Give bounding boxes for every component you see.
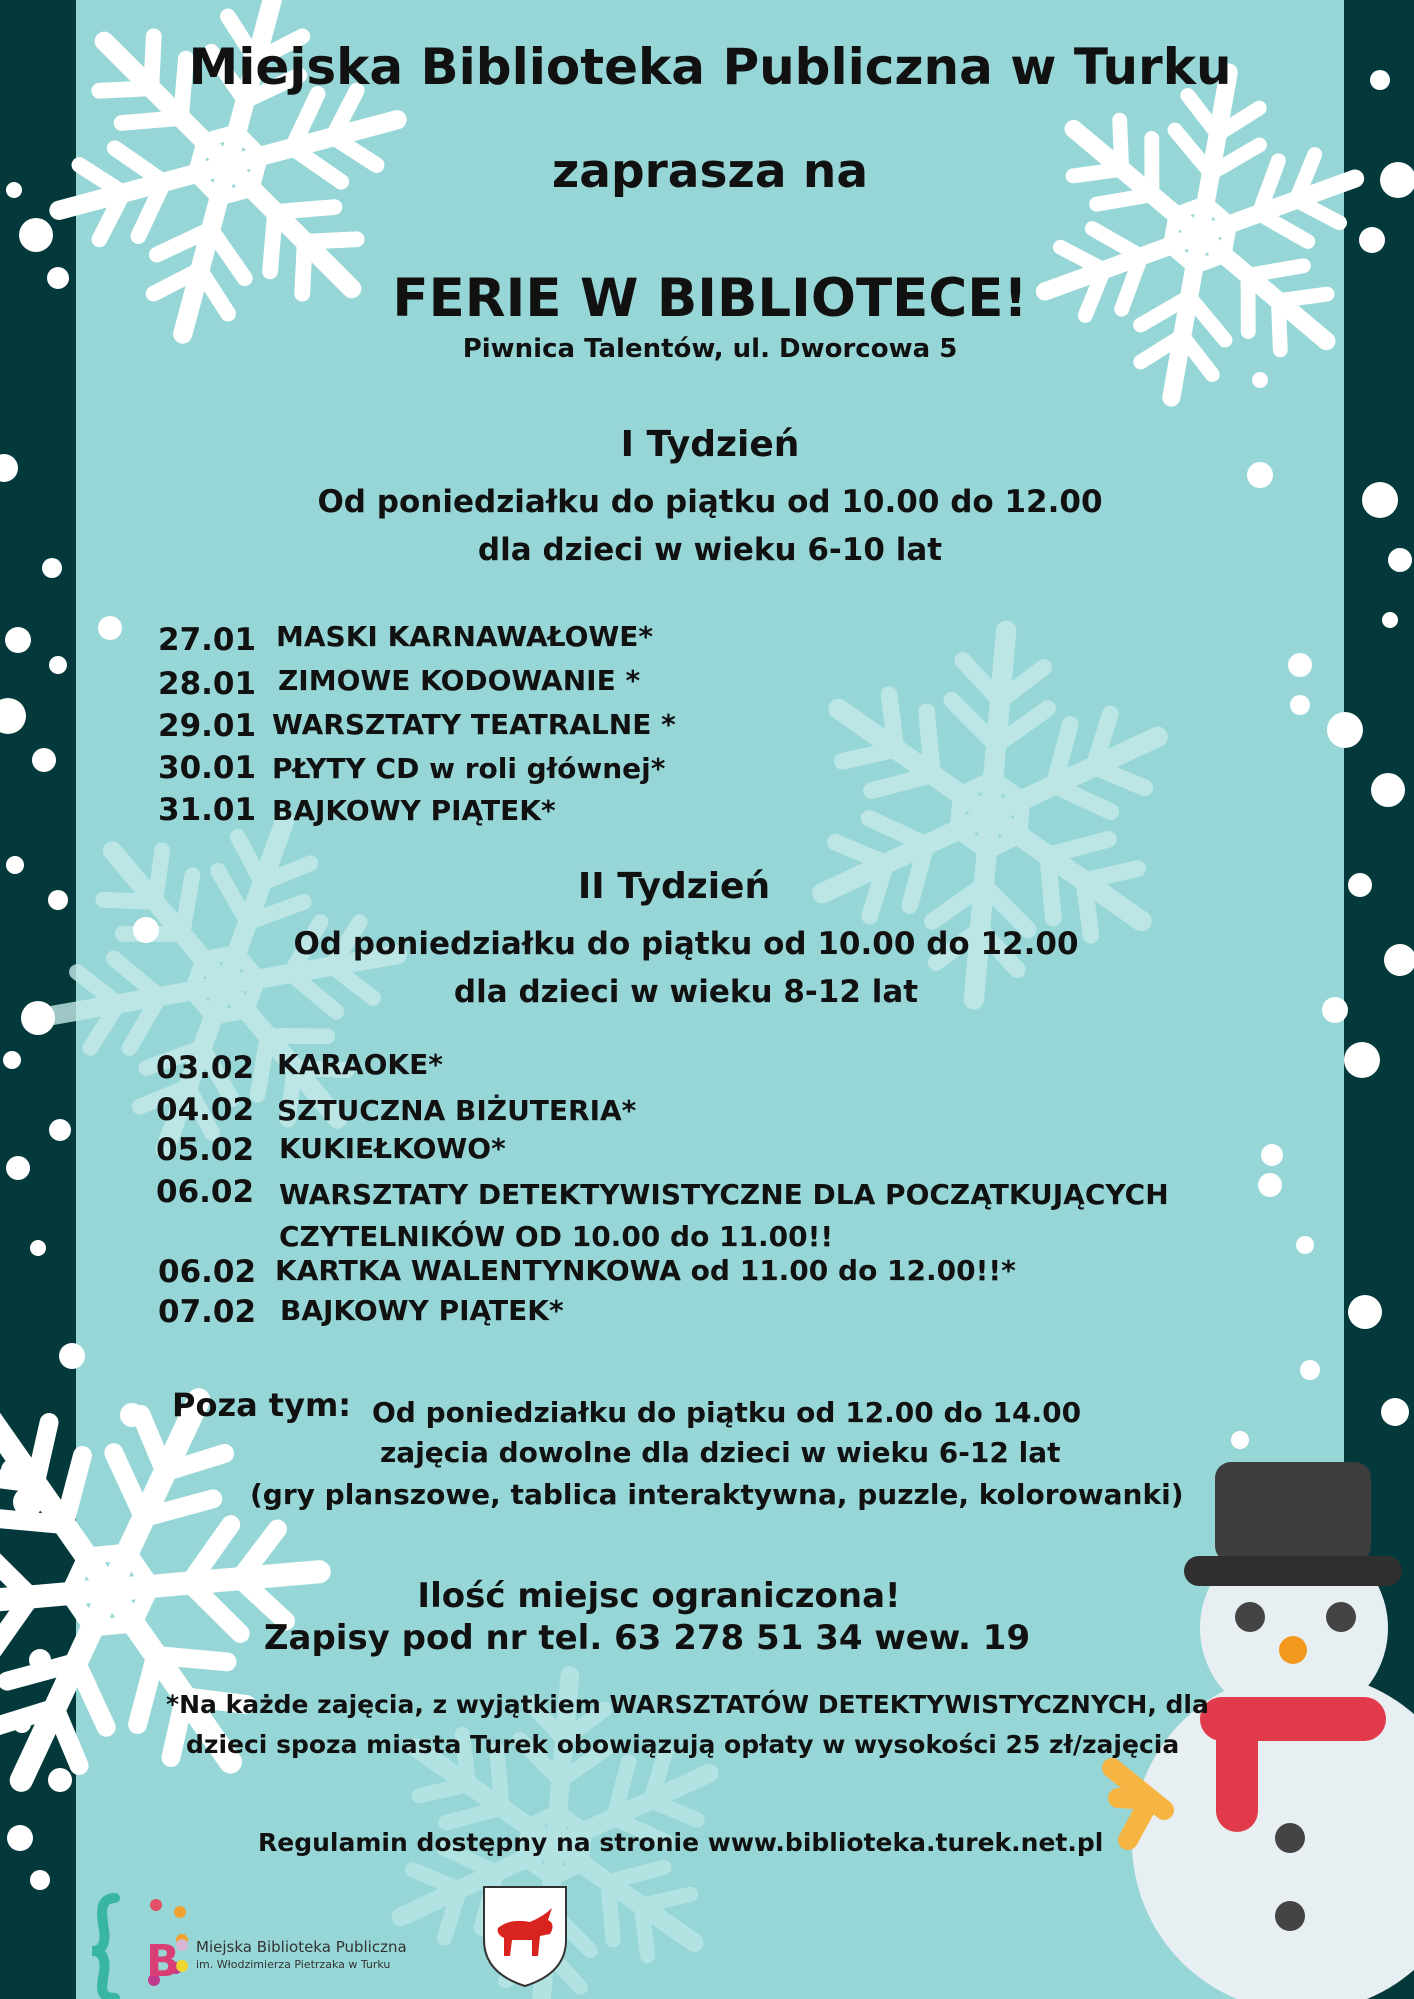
event-title: FERIE W BIBLIOTECE! xyxy=(392,268,1028,329)
week1-activity: PŁYTY CD w roli głównej* xyxy=(272,752,666,785)
week2-date: 04.02 xyxy=(156,1092,255,1128)
week2-date: 07.02 xyxy=(158,1294,257,1330)
extra-description: zajęcia dowolne dla dzieci w wieku 6-12 lat xyxy=(380,1436,1061,1469)
fee-note-line2: dzieci spoza miasta Turek obowiązują opłaty w wysokości 25 zł/zajęcia xyxy=(186,1730,1180,1759)
week1-date: 27.01 xyxy=(158,622,257,658)
week2-activity: KUKIEŁKOWO* xyxy=(279,1132,506,1165)
fee-note-line1: *Na każde zajęcia, z wyjątkiem WARSZTATÓW DETEKTYWISTYCZNYCH, dla xyxy=(166,1690,1209,1719)
week1-date: 28.01 xyxy=(158,666,257,702)
week1-title: I Tydzień xyxy=(620,424,800,465)
limited-places-text: Ilość miejsc ograniczona! xyxy=(417,1576,901,1616)
extra-label: Poza tym: xyxy=(172,1386,352,1424)
week2-activity: KARTKA WALENTYNKOWA od 11.00 do 12.00!!* xyxy=(275,1254,1016,1287)
week2-hours: Od poniedziałku do piątku od 10.00 do 12.00 xyxy=(293,926,1079,962)
week2-age: dla dzieci w wieku 8-12 lat xyxy=(453,974,919,1010)
signup-phone-text: Zapisy pod nr tel. 63 278 51 34 wew. 19 xyxy=(263,1618,1031,1658)
week1-date: 31.01 xyxy=(158,792,257,828)
week2-activity: SZTUCZNA BIŻUTERIA* xyxy=(277,1094,637,1127)
extra-activities: (gry planszowe, tablica interaktywna, puzzle, kolorowanki) xyxy=(250,1478,1184,1511)
week2-activity: KARAOKE* xyxy=(277,1048,443,1081)
regulations-link[interactable]: Regulamin dostępny na stronie www.biblioteka.turek.net.pl xyxy=(258,1828,1104,1857)
week2-date: 03.02 xyxy=(156,1050,255,1086)
logo-name-line2: im. Włodzimierza Pietrzaka w Turku xyxy=(196,1958,391,1971)
week2-activity-continued: CZYTELNIKÓW OD 10.00 do 11.00!! xyxy=(279,1220,834,1253)
week1-hours: Od poniedziałku do piątku od 10.00 do 12.00 xyxy=(317,484,1103,520)
week2-activity: BAJKOWY PIĄTEK* xyxy=(280,1294,564,1327)
week2-date: 06.02 xyxy=(156,1174,255,1210)
week1-activity: ZIMOWE KODOWANIE * xyxy=(278,664,641,697)
week1-activity: WARSZTATY TEATRALNE * xyxy=(272,708,676,741)
week1-date: 30.01 xyxy=(158,750,257,786)
week1-age: dla dzieci w wieku 6-10 lat xyxy=(477,532,943,568)
library-name-heading: Miejska Biblioteka Publiczna w Turku xyxy=(188,38,1232,96)
week1-activity: BAJKOWY PIĄTEK* xyxy=(272,794,556,827)
snowflake-icon xyxy=(1010,44,1391,426)
extra-hours: Od poniedziałku do piątku od 12.00 do 14.00 xyxy=(372,1396,1082,1429)
week2-activity: WARSZTATY DETEKTYWISTYCZNE DLA POCZĄTKUJĄCYCH xyxy=(279,1178,1169,1211)
hat-icon xyxy=(1215,1462,1371,1562)
week2-date: 06.02 xyxy=(158,1254,257,1290)
invites-text: zaprasza na xyxy=(551,144,869,199)
location-text: Piwnica Talentów, ul. Dworcowa 5 xyxy=(462,334,958,364)
week2-date: 05.02 xyxy=(156,1132,255,1168)
week1-activity: MASKI KARNAWAŁOWE* xyxy=(276,620,654,653)
logo-name-line1: Miejska Biblioteka Publiczna xyxy=(196,1938,407,1956)
week2-title: II Tydzień xyxy=(577,866,771,907)
coat-of-arms-icon xyxy=(484,1887,566,1986)
week1-date: 29.01 xyxy=(158,708,257,744)
logo-letter: B xyxy=(146,1936,180,1987)
